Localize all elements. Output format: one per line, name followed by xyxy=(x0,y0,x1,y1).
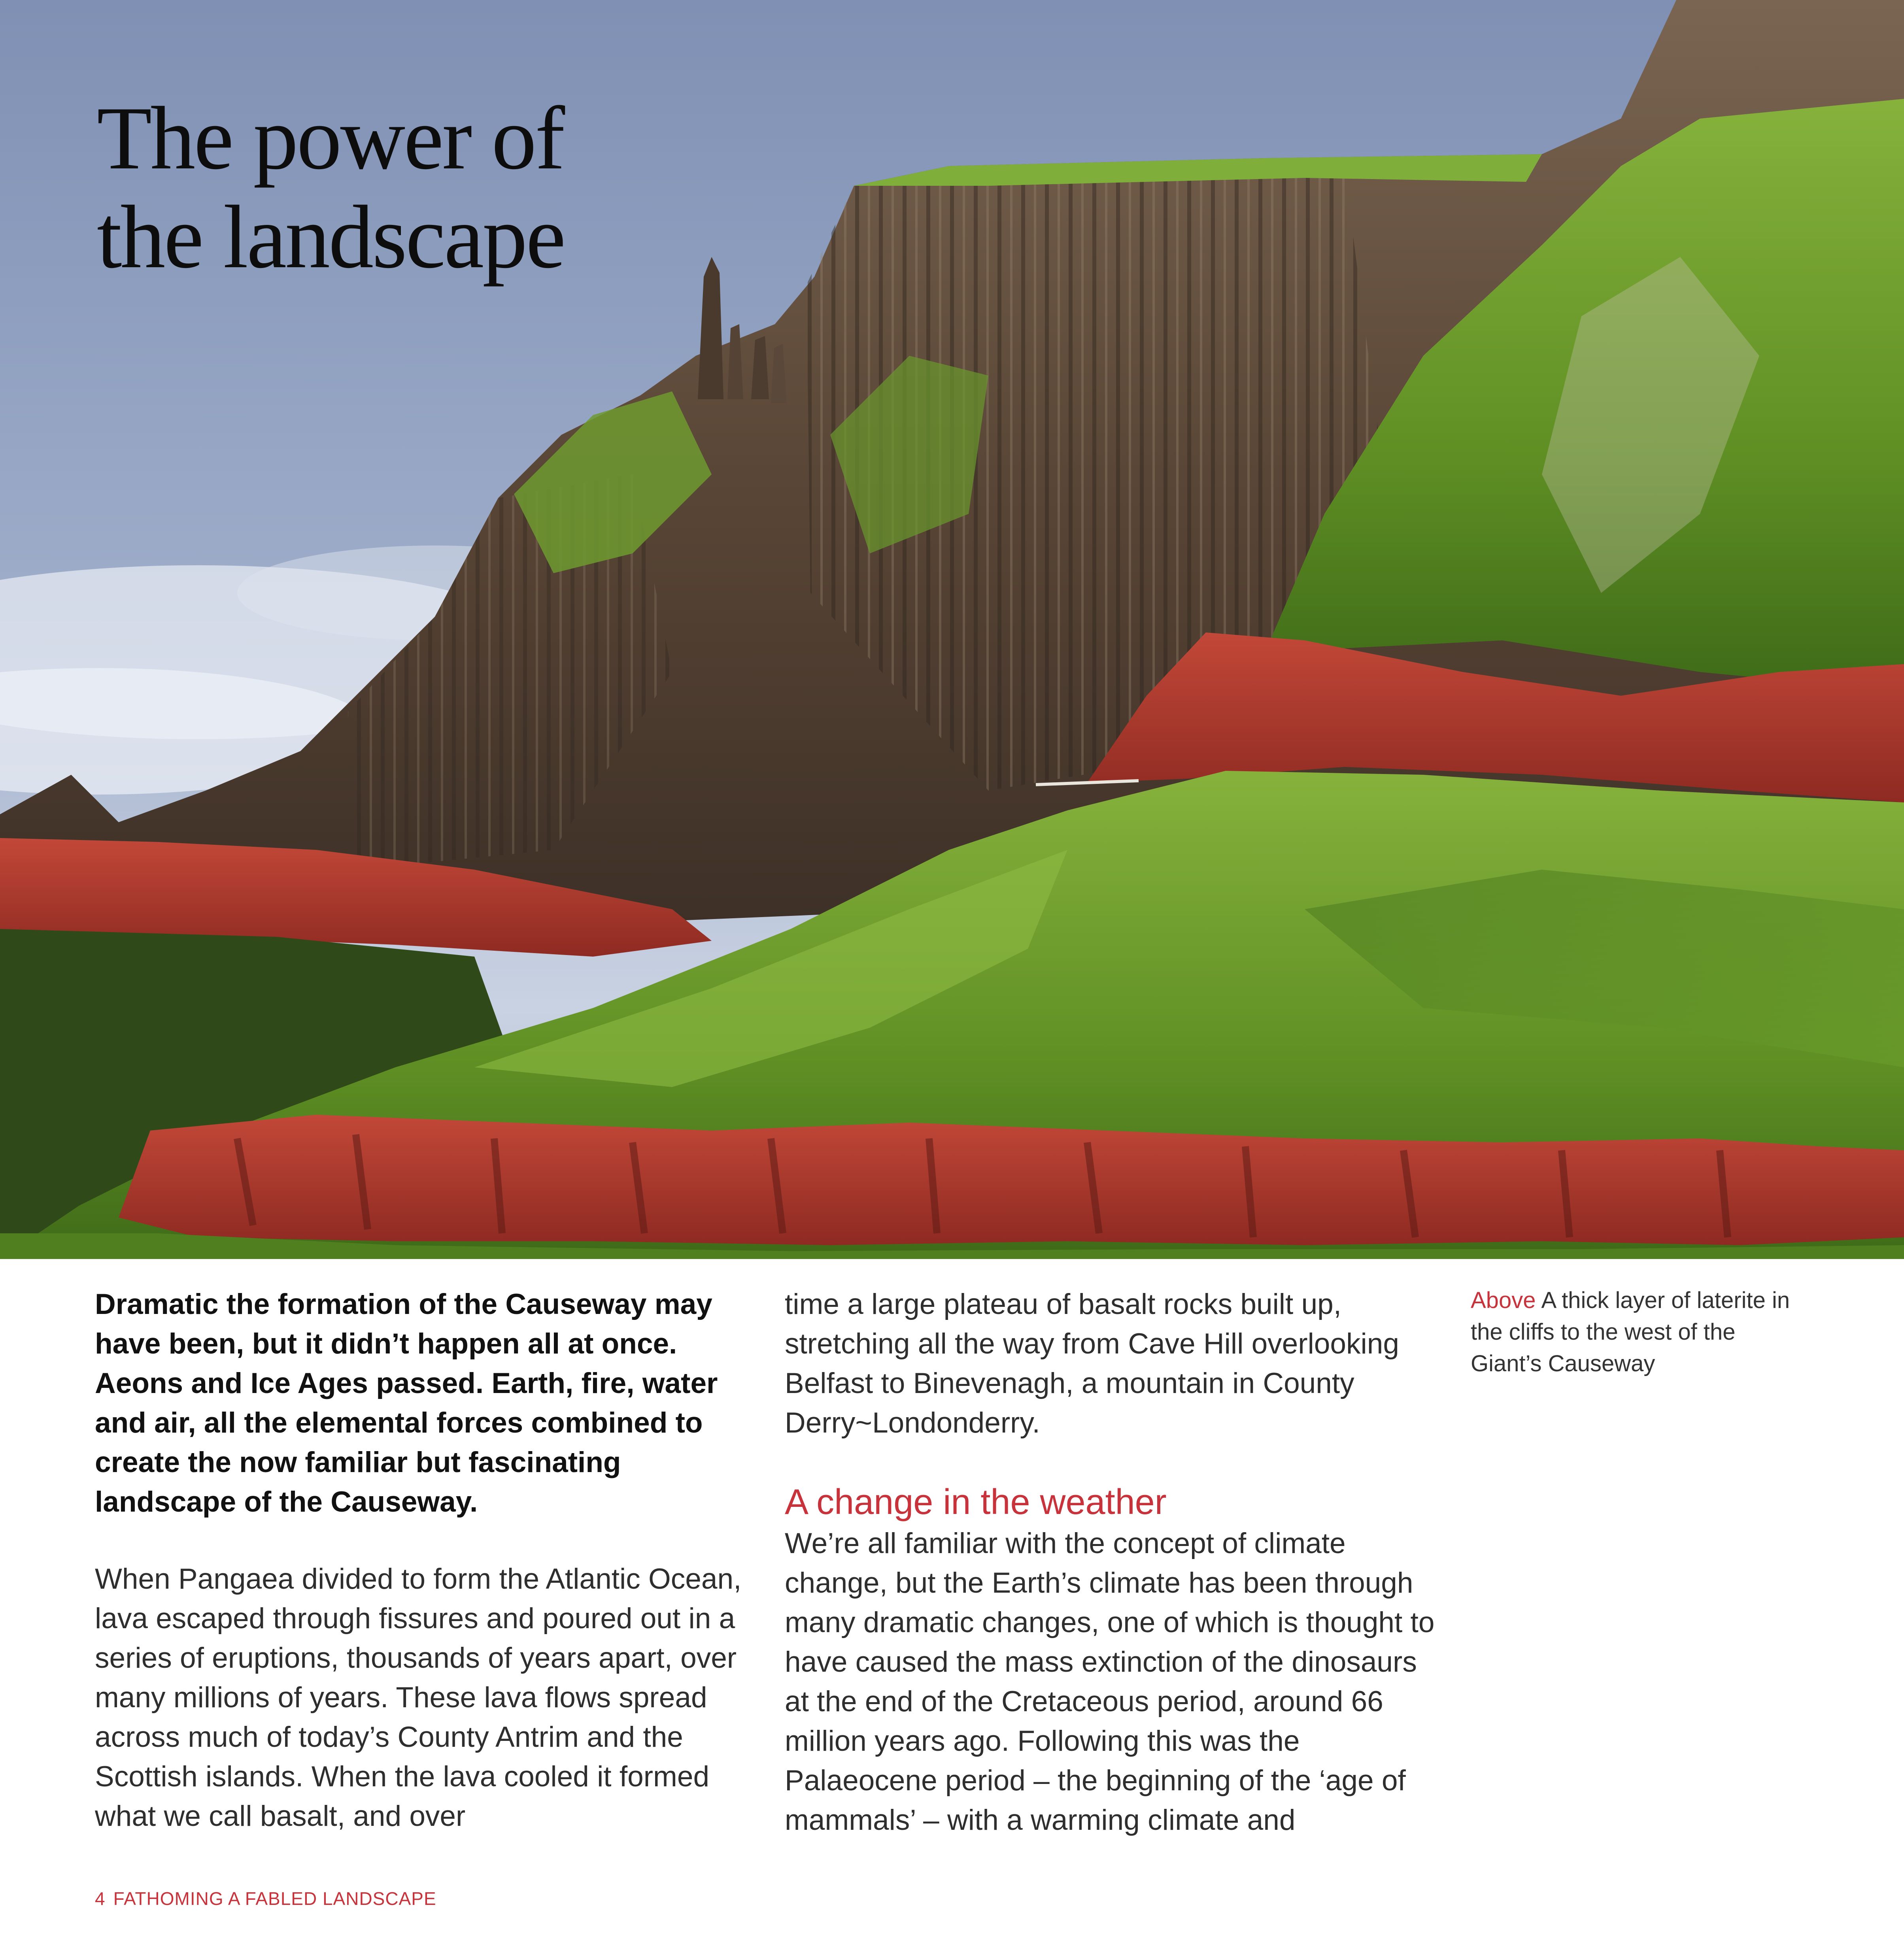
text-column-1 xyxy=(95,1285,751,1836)
title-line-2: the landscape xyxy=(97,187,565,287)
page-title xyxy=(97,89,729,287)
caption-lead: Above xyxy=(1471,1287,1536,1313)
caption-text: A thick layer of laterite in the cliffs to the west of the Giant’s Causeway xyxy=(1471,1287,1790,1376)
photo-caption xyxy=(1471,1285,1795,1380)
page-footer xyxy=(95,1888,436,1910)
caption-text-block xyxy=(1471,1285,1795,1380)
body-paragraph-3: We’re all familiar with the concept of climate change, but the Earth’s climate has been through many dramatic changes, one of which is thought to have caused the mass extinction of the dinosaurs at the end of the Cretaceous period, around 66 million years ago. Following this was the Palaeocene period – the beginning of the ‘age of mammals’ – with a warming climate and xyxy=(785,1527,1435,1836)
body-paragraph-1: When Pangaea divided to form the Atlantic Ocean, lava escaped through fissures and poured out in a series of eruptions, thousands of years apart, over many millions of years. These lava flows spread across much of today’s County Antrim and the Scottish islands. When the lava cooled it formed what we call basalt, and over xyxy=(95,1563,742,1832)
title-line-1: The power of xyxy=(97,89,564,188)
page-number: 4 xyxy=(95,1888,106,1909)
section-subheading: A change in the weather xyxy=(785,1482,1167,1522)
text-column-2 xyxy=(785,1285,1441,1840)
intro-paragraph: Dramatic the formation of the Causeway may have been, but it didn’t happen all at once. Aeons and Ice Ages passed. Earth, fire, water and air, all the elemental forces combined to create the now familiar but fascinating landscape of the Causeway. xyxy=(95,1288,718,1518)
running-title: FATHOMING A FABLED LANDSCAPE xyxy=(113,1888,436,1909)
body-paragraph-2: time a large plateau of basalt rocks built up, stretching all the way from Cave Hill overlooking Belfast to Binevenagh, a mountain in County Derry~Londonderry. xyxy=(785,1288,1399,1439)
